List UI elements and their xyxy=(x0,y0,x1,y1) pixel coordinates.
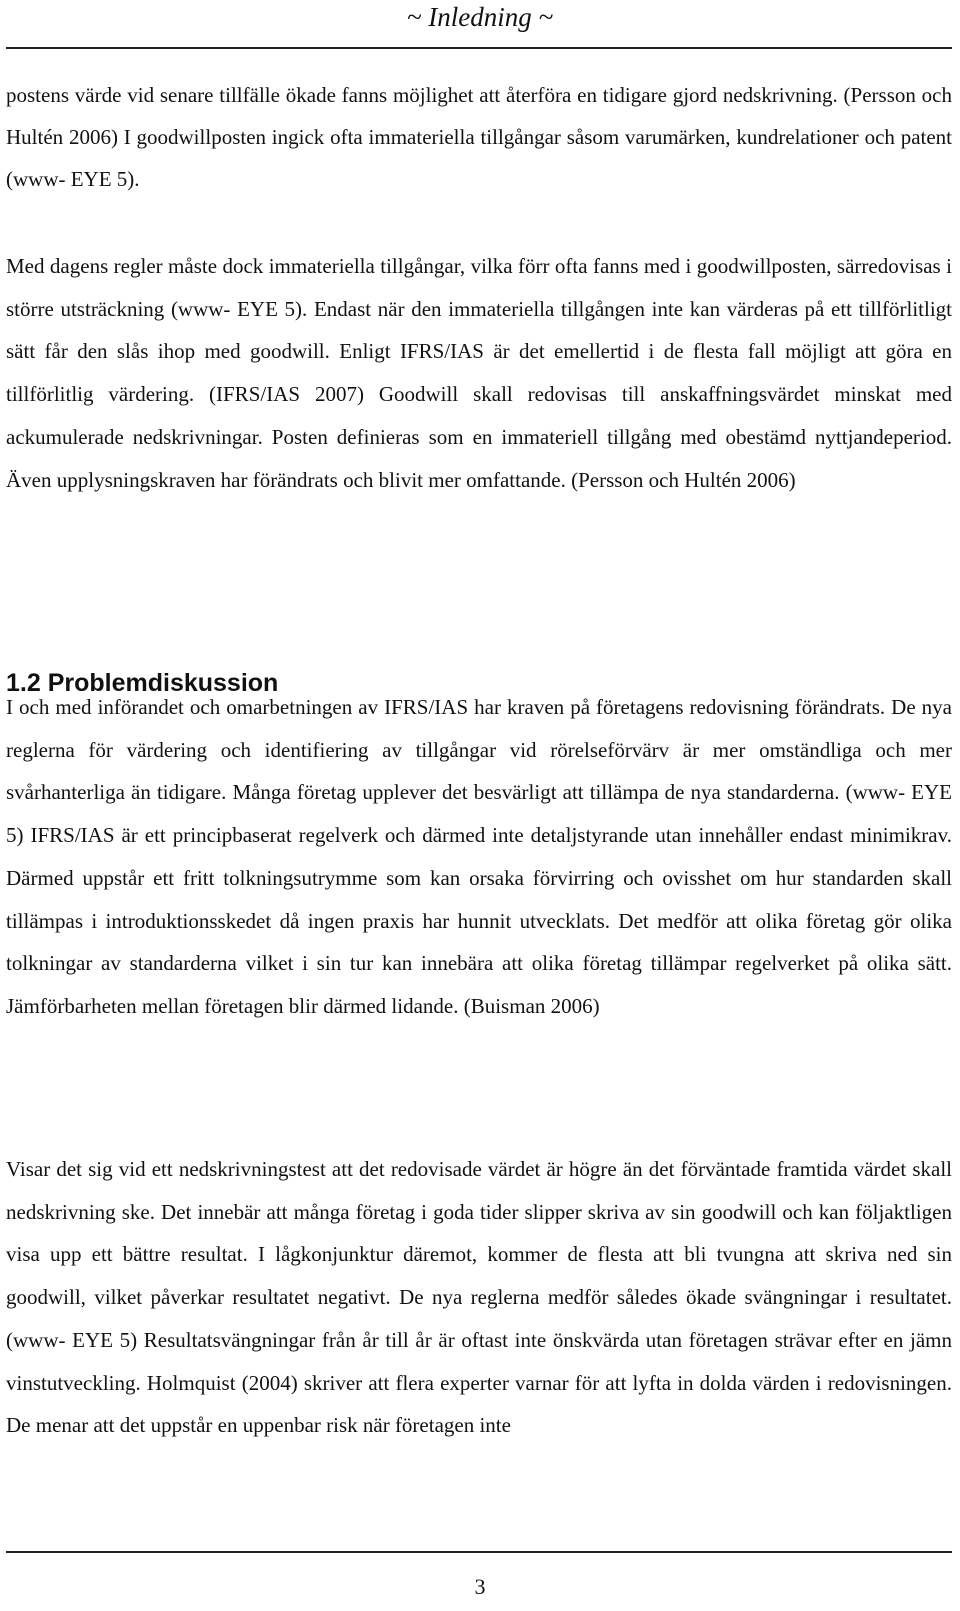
footer-rule xyxy=(6,1551,952,1553)
paragraph-current-rules: Med dagens regler måste dock immateriella tillgångar, vilka förr ofta fanns med i goodwillposten, särredovisas i större utsträckning (www- EYE 5). Endast när den immateriella tillgången inte kan värderas på ett tillförlitligt sätt får den slås ihop med goodwill. Enligt IFRS/IAS är det emellertid i de flesta fall möjligt att göra en tillförlitlig värdering. (IFRS/IAS 2007) Goodwill skall redovisas till anskaffningsvärdet minskat med ackumulerade nedskrivningar. Posten definieras som en immateriell tillgång med obestämd nyttjandeperiod. Även upplysningskraven har förändrats och blivit mer omfattande. (Persson och Hultén 2006) xyxy=(6,254,952,492)
paragraph-goodwill-history: postens värde vid senare tillfälle ökade fanns möjlighet att återföra en tidigare gjord nedskrivning. (Persson och Hultén 2006) I goodwillposten ingick ofta immateriella tillgångar såsom varumärken, kundrelationer och patent (www- EYE 5). xyxy=(6,83,952,191)
paragraph-problem-discussion: I och med införandet och omarbetningen av IFRS/IAS har kraven på företagens redovisning förändrats. De nya reglerna för värdering och identifiering av tillgångar vid rörelseförvärv är mer omständliga och mer svårhanterliga än tidigare. Många företag upplever det besvärligt att tillämpa de nya standarderna. (www- EYE 5) IFRS/IAS är ett principbaserat regelverk och därmed inte detaljstyrande utan innehåller endast minimikrav. Därmed uppstår ett fritt tolkningsutrymme som kan orsaka förvirring och ovisshet om hur standarden skall tillämpas i introduktionsskedet då ingen praxis har hunnit utvecklats. Det medför att olika företag gör olika tolkningar av standarderna vilket i sin tur kan innebära att olika företag tillämpar regelverket på olika sätt. Jämförbarheten mellan företagen blir därmed lidande. (Buisman 2006) xyxy=(6,695,952,1018)
header-rule xyxy=(6,47,952,49)
page-number: 3 xyxy=(474,1574,486,1599)
section-heading: 1.2 Problemdiskussion xyxy=(6,669,279,697)
paragraph-impairment-test: Visar det sig vid ett nedskrivningstest att det redovisade värdet är högre än det förväntade framtida värdet skall nedskrivning ske. Det innebär att många företag i goda tider slipper skriva av sin goodwill och kan följaktligen visa upp ett bättre resultat. I lågkonjunktur däremot, kommer de flesta att bli tvungna att skriva ned sin goodwill, vilket påverkar resultatet negativt. De nya reglerna medför således ökade svängningar i resultatet. (www- EYE 5) Resultatsvängningar från år till år är oftast inte önskvärda utan företagen strävar efter en jämn vinstutveckling. Holmquist (2004) skriver att flera experter varnar för att lyfta in dolda värden i redovisningen. De menar att det uppstår en uppenbar risk när företagen inte xyxy=(6,1157,952,1438)
running-header: ~ Inledning ~ xyxy=(406,2,554,32)
